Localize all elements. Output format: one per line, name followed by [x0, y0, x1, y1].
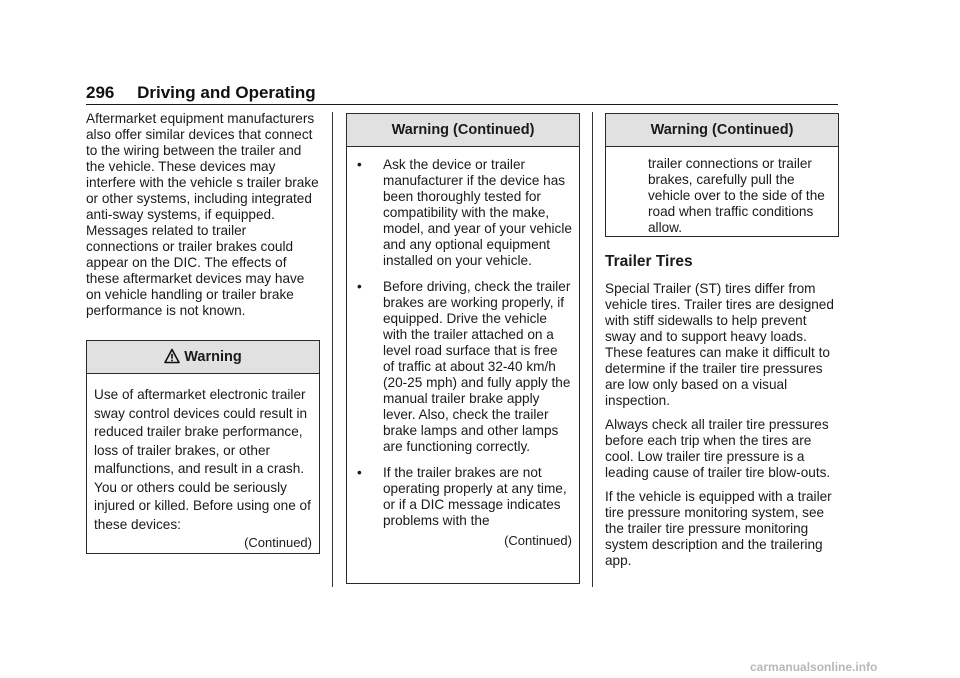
warning-title-text: Warning — [184, 349, 242, 365]
continued-label: (Continued) — [504, 533, 572, 548]
section-heading: Trailer Tires — [605, 253, 693, 270]
bullet-marker: • — [357, 157, 362, 172]
column-divider-1 — [332, 112, 333, 587]
bullet-marker: • — [357, 465, 362, 480]
column-1 — [86, 111, 322, 327]
warning-continued-title: Warning (Continued) — [606, 114, 838, 147]
bullet-item — [354, 279, 572, 455]
header-rule — [86, 104, 838, 105]
warning-title — [87, 341, 319, 374]
body-paragraph: Special Trailer (ST) tires differ from vehicle tires. Trailer tires are designed with stiff sidewalls to help prevent sway and to support heavy loads. These features can make it difficult to determine if the trailer tire pressures are low only based on a visual inspection. — [605, 281, 834, 408]
warning-box-3 — [605, 113, 839, 237]
bullet-text: Before driving, check the trailer brakes are working properly, if equipped. Drive the vehicle with the trailer attached on a level road surface that is free of traffic at about 32-40 km/h (20-25 mph) and fully apply the manual trailer brake apply lever. Also, check the trailer brake lamps and other lamps are functioning correctly. — [383, 279, 571, 454]
body-paragraph: Always check all trailer tire pressures before each trip when the tires are cool. Low trailer tire pressure is a leading cause of trailer tire blow-outs. — [605, 417, 831, 480]
warning-body — [347, 147, 579, 555]
warning-body — [87, 374, 319, 559]
page-number: 296 — [86, 83, 115, 102]
body-paragraph: If the vehicle is equipped with a trailer tire pressure monitoring system, see the trailer tire pressure monitoring system description and the trailering app. — [605, 489, 832, 568]
warning-triangle-icon — [164, 348, 180, 364]
warning-text: trailer connections or trailer brakes, carefully pull the vehicle over to the side of the road when traffic conditions allow. — [648, 156, 825, 235]
warning-body — [606, 147, 838, 242]
continued-label: (Continued) — [244, 535, 312, 550]
warning-continued-title: Warning (Continued) — [347, 114, 579, 147]
warning-box-1 — [86, 340, 320, 554]
page-title: Driving and Operating — [137, 83, 316, 102]
bullet-item — [354, 465, 572, 529]
trailer-tires-section — [605, 254, 841, 577]
bullet-marker: • — [357, 279, 362, 294]
bullet-text: Ask the device or trailer manufacturer if the device has been thoroughly tested for compatibility with the make, model, and year of your vehicle and any optional equipment installed on your vehicle. — [383, 157, 572, 268]
watermark: carmanualsonline.info — [750, 660, 878, 674]
intro-paragraph: Aftermarket equipment manufacturers also offer similar devices that connect to the wiring between the trailer and the vehicle. These devices may interfere with the vehicle s trailer brake or other systems, including integrated anti-sway systems, if equipped. Messages related to trailer connections or trailer brakes could appear on the DIC. The effects of these aftermarket devices may have on vehicle handling or trailer brake performance is not known. — [86, 111, 319, 318]
column-divider-2 — [592, 112, 593, 587]
page-header — [86, 83, 316, 103]
warning-text: Use of aftermarket electronic trailer sway control devices could result in reduced trailer brake performance, loss of trailer brakes, or other malfunctions, and result in a crash. You or others could be seriously injured or killed. Before using one of these devices: — [94, 387, 311, 532]
bullet-item — [354, 157, 572, 269]
bullet-text: If the trailer brakes are not operating properly at any time, or if a DIC message indicates problems with the — [383, 465, 567, 528]
warning-box-2 — [346, 113, 580, 584]
